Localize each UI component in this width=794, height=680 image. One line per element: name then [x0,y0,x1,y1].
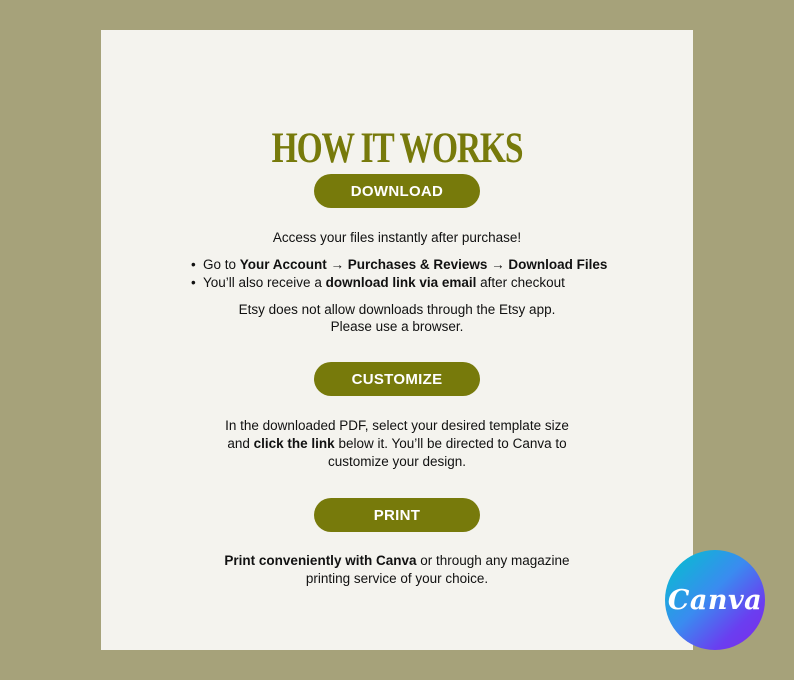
arrow-icon: → [487,257,509,272]
page-title: HOW IT WORKS [271,125,523,172]
email-text: You’ll also receive a [203,275,326,290]
customize-line1: In the downloaded PDF, select your desired template size [225,418,569,433]
print-line1 [101,552,693,570]
print-text-suffix: or through any magazine [416,553,570,568]
arrow-icon: → [326,257,348,272]
email-link-text: download link via email [325,275,477,290]
step-your-account: Your Account [239,257,327,272]
download-button[interactable]: DOWNLOAD [314,174,480,208]
etsy-note-line1: Etsy does not allow downloads through the Etsy app. [238,302,556,317]
etsy-note-line2: Please use a browser. [330,319,464,334]
bullet-icon: • [191,275,196,290]
list-item [191,274,607,292]
click-link-text: click the link [253,436,335,451]
customize-line3: customize your design. [327,454,467,469]
customize-line2 [101,435,693,453]
customize-text: and [227,436,254,451]
download-intro: Access your files instantly after purchase! [272,230,522,245]
download-steps-list [191,256,607,292]
customize-button[interactable]: CUSTOMIZE [314,362,480,396]
customize-text-suffix: below it. You’ll be directed to Canva to [334,436,567,451]
print-line2: printing service of your choice. [305,571,489,586]
step-purchases-reviews: Purchases & Reviews [347,257,488,272]
canva-logo: Canva [665,550,765,650]
bullet-icon: • [191,257,196,272]
step-download-files: Download Files [508,257,608,272]
email-text-suffix: after checkout [476,275,565,290]
instructions-card [101,30,693,650]
step-text: Go to [203,257,240,272]
list-item [191,256,607,274]
print-canva-text: Print conveniently with Canva [224,553,417,568]
print-button[interactable]: PRINT [314,498,480,532]
